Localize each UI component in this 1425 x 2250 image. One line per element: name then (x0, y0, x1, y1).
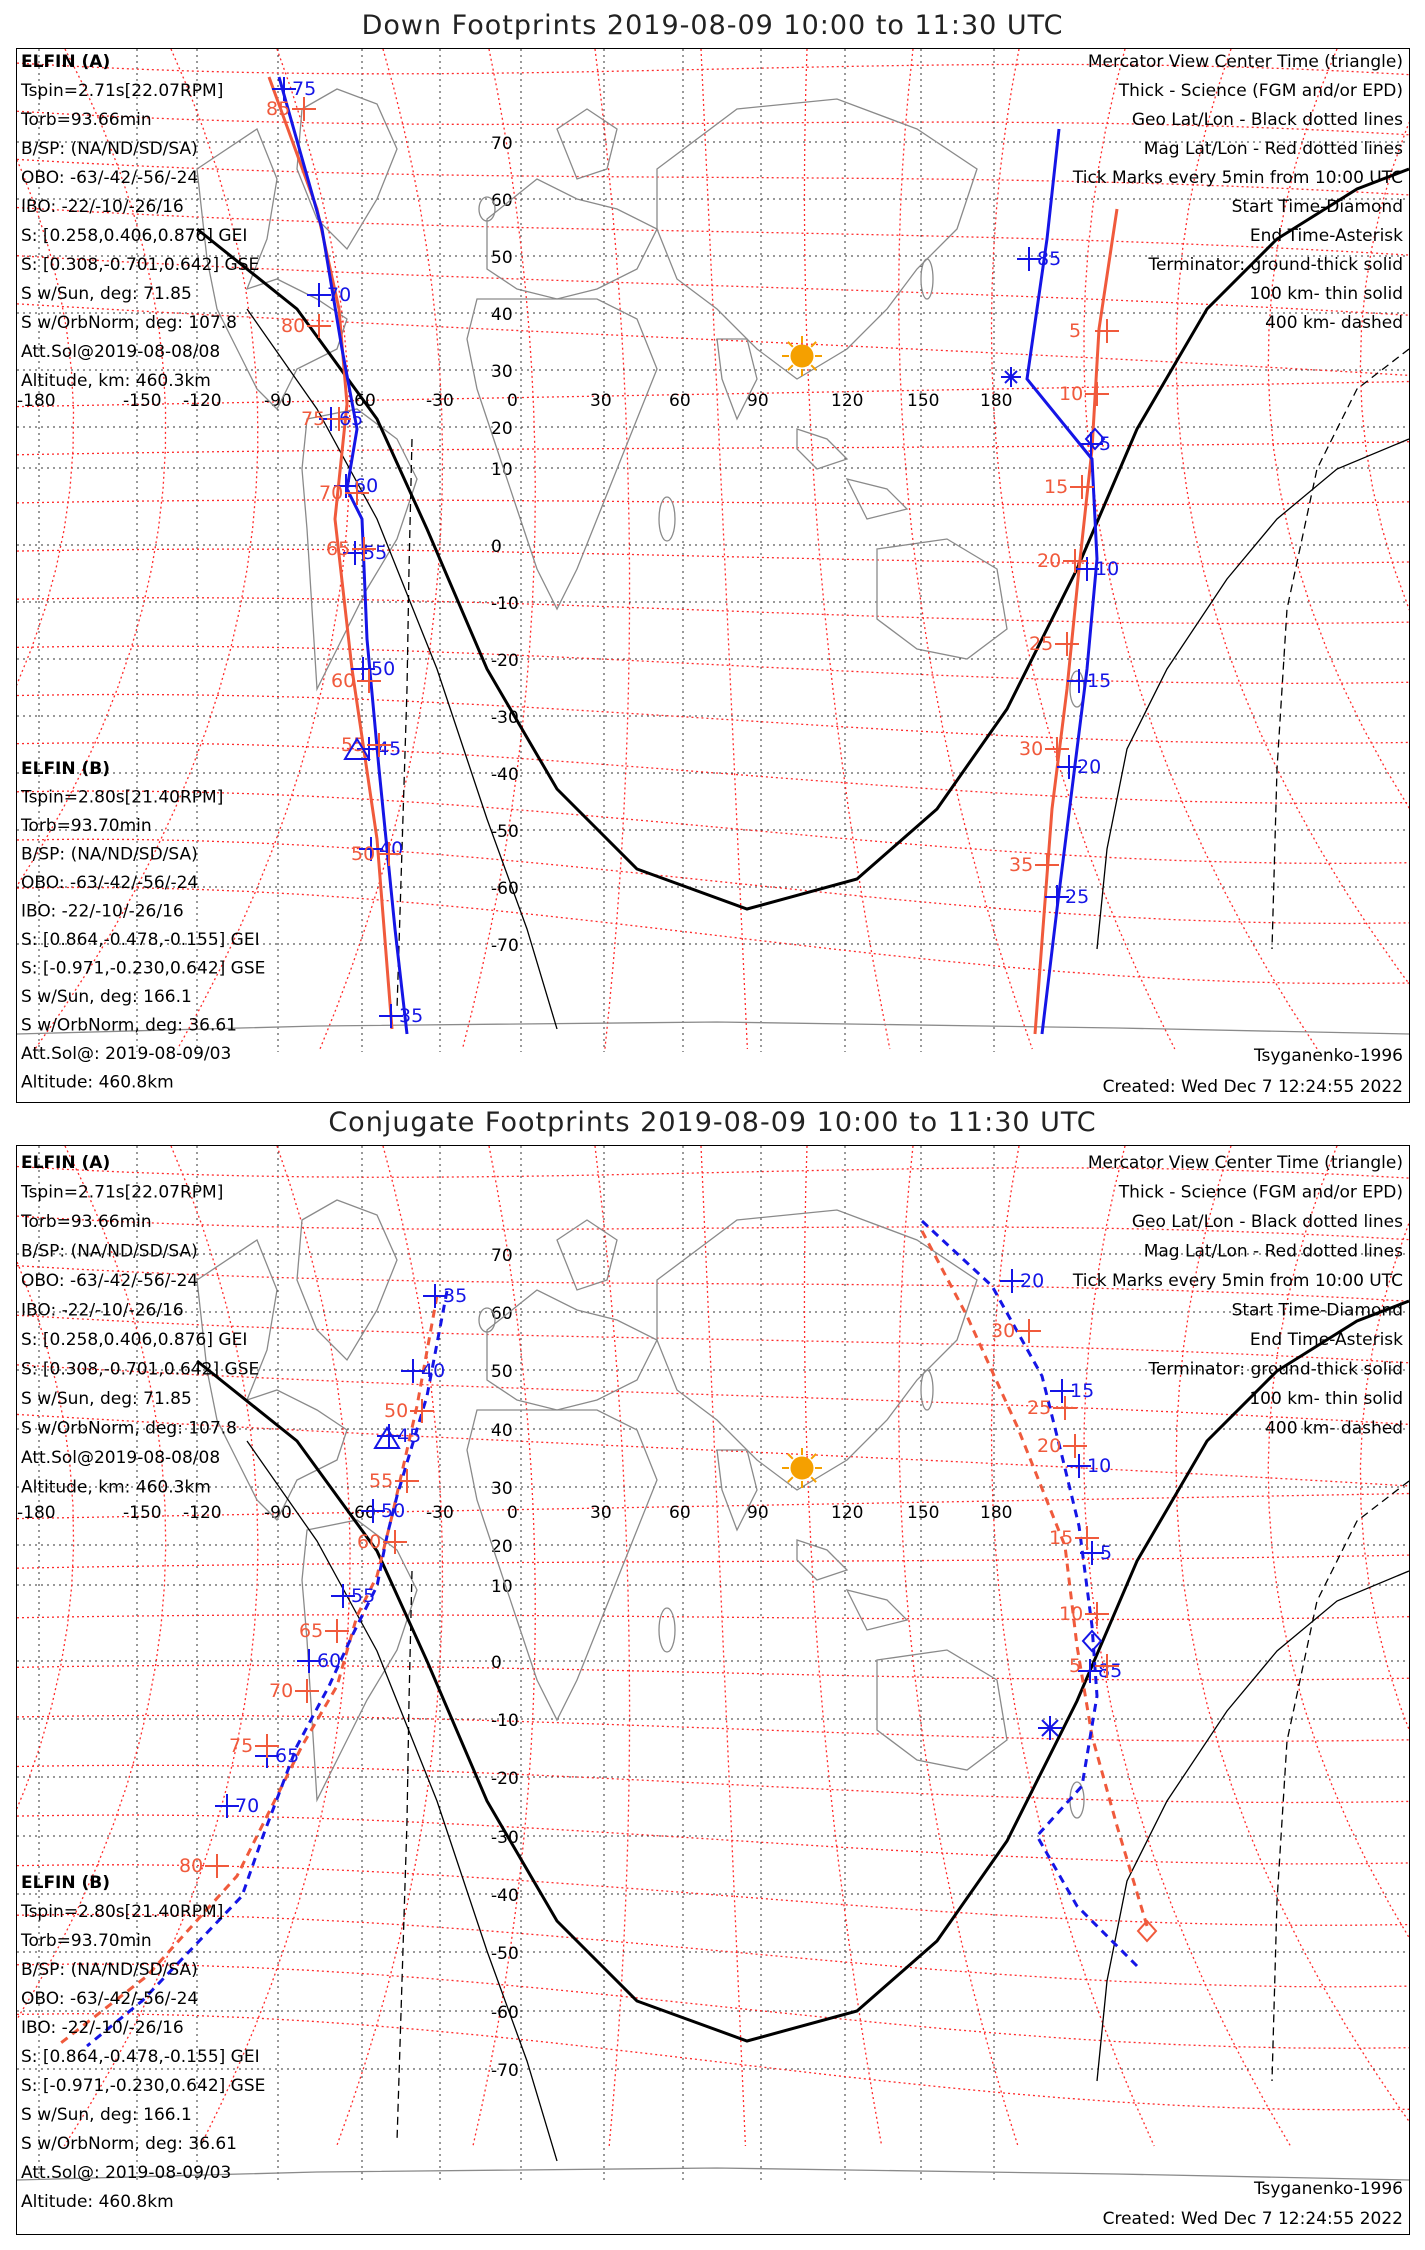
info-b-line: IBO: -22/-10/-26/16 (21, 2018, 184, 2038)
info-a-line: S w/OrbNorm, deg: 107.8 (21, 1418, 238, 1439)
tick-label-a: 5 (1099, 433, 1112, 455)
mag-lat-gridline (17, 382, 1409, 407)
lat-axis-label: 60 (491, 1304, 513, 1324)
tick-label-a: 65 (275, 1745, 300, 1767)
lon-axis-label: -150 (123, 1503, 162, 1523)
lon-axis-label: -90 (264, 391, 292, 411)
lon-axis-label: 90 (747, 391, 769, 411)
lon-axis-label: -60 (348, 1503, 376, 1523)
terminator-100km-east (1097, 439, 1409, 949)
tick-label-b: 35 (1009, 854, 1034, 876)
lat-axis-label: 10 (491, 460, 513, 480)
sun-ray (788, 342, 793, 347)
info-a-line: Tspin=2.71s[22.07RPM] (21, 81, 224, 101)
mag-lat-gridline (17, 1615, 1409, 1620)
lon-axis-label: -150 (123, 391, 162, 411)
lat-axis-label: -10 (491, 594, 519, 614)
lat-axis-label: -60 (491, 879, 519, 899)
mag-lat-gridline (17, 839, 1409, 923)
tick-label-b: 70 (269, 1680, 294, 1702)
mag-lon-gridline (701, 1146, 745, 2146)
legend-line: Terminator: ground-thick solid (1148, 1359, 1403, 1380)
lat-axis-label: -40 (491, 765, 519, 785)
tick-label-b: 50 (351, 843, 376, 865)
coastline (557, 1220, 617, 1290)
tick-label-b: 65 (326, 538, 351, 560)
elfin-b-track-east (922, 1231, 1147, 1926)
info-b-line: B/SP: (NA/ND/SD/SA) (21, 1960, 198, 1980)
info-a-line: S w/OrbNorm, deg: 107.8 (21, 313, 238, 333)
info-a-line: S: [0.258,0.406,0.876] GEI (21, 226, 248, 246)
mag-lon-gridline (701, 49, 747, 1049)
panel-title-down: Down Footprints 2019-08-09 10:00 to 11:30 UTC (361, 10, 1064, 41)
tick-label-b: 60 (357, 1531, 382, 1553)
info-b-line: ELFIN (B) (21, 759, 111, 779)
info-a-line: S: [0.308,-0.701,0.642] GSE (21, 255, 260, 275)
lon-axis-label: 180 (980, 391, 1013, 411)
info-b-line: S: [-0.971,-0.230,0.642] GSE (21, 2076, 266, 2096)
legend-line: Geo Lat/Lon - Black dotted lines (1131, 1212, 1403, 1232)
info-b-line: Tspin=2.80s[21.40RPM] (21, 787, 224, 808)
info-b-line: Torb=93.70min (21, 1931, 152, 1951)
tick-label-a: 50 (381, 1500, 406, 1522)
tick-label-b: 55 (369, 1470, 394, 1492)
lat-axis-label: 10 (491, 1577, 513, 1597)
lon-axis-label: 60 (669, 1503, 691, 1523)
lon-axis-label: 150 (907, 1503, 940, 1523)
info-b-line: Torb=93.70min (21, 816, 152, 836)
mag-lat-gridline (17, 1494, 1409, 1519)
lat-axis-label: 20 (491, 419, 513, 439)
info-b-line: Att.Sol@: 2019-08-09/03 (21, 2163, 232, 2183)
legend-line: Tick Marks every 5min from 10:00 UTC (1072, 1271, 1403, 1291)
info-b-line: Tspin=2.80s[21.40RPM] (21, 1902, 224, 1922)
mag-lon-gridline (1268, 1146, 1409, 2146)
info-a-line: Att.Sol@2019-08-08/08 (21, 1448, 221, 1468)
info-a-line: IBO: -22/-10/-26/16 (21, 197, 184, 217)
terminator-400km (397, 439, 412, 1009)
tick-label-b: 10 (1059, 383, 1084, 405)
panel-title-conjugate: Conjugate Footprints 2019-08-09 10:00 to 11:30 UTC (328, 1107, 1097, 1138)
tick-label-b: 55 (341, 734, 366, 756)
info-a-line: IBO: -22/-10/-26/16 (21, 1300, 184, 1321)
lat-axis-label: 0 (491, 537, 502, 557)
mag-lat-gridline (17, 1815, 1409, 1864)
lon-axis-label: 180 (980, 1503, 1013, 1523)
tick-label-b: 15 (1044, 476, 1069, 498)
tick-label-a: 20 (1020, 1270, 1045, 1292)
coastline-island (659, 1608, 675, 1652)
tick-label-b: 75 (301, 408, 326, 430)
info-a-line: Torb=93.66min (21, 110, 152, 130)
sun-marker (791, 345, 813, 367)
mag-lon-gridline (899, 1146, 1018, 2146)
lon-axis-label: 90 (747, 1503, 769, 1523)
info-b-line: S: [-0.971,-0.230,0.642] GSE (21, 958, 266, 979)
info-a-line: ELFIN (A) (21, 1153, 111, 1173)
tick-label-a: 75 (292, 78, 317, 100)
lon-axis-label: 120 (831, 1503, 864, 1523)
tick-label-b: 65 (299, 1620, 324, 1642)
lon-axis-label: 0 (507, 391, 518, 411)
tick-label-a: 25 (1065, 886, 1090, 908)
tick-label-b: 70 (319, 482, 344, 504)
info-b-line: Altitude: 460.8km (21, 2192, 174, 2212)
lat-axis-label: -20 (491, 651, 519, 671)
tick-label-a: 45 (397, 1425, 422, 1447)
coastline (467, 299, 657, 609)
legend-line: Tick Marks every 5min from 10:00 UTC (1072, 168, 1403, 188)
map-panel-conjugate (16, 1145, 1410, 2235)
tick-label-a: 35 (399, 1005, 424, 1027)
sun-ray (788, 365, 793, 370)
tick-label-b: 25 (1027, 1397, 1052, 1419)
coastline-island (659, 497, 675, 541)
tick-label-b: 80 (281, 315, 306, 337)
lon-axis-label: -30 (426, 391, 454, 411)
legend-line: Mag Lat/Lon - Red dotted lines (1143, 139, 1403, 159)
legend-line: Mercator View Center Time (triangle) (1087, 1153, 1403, 1173)
mag-lon-gridline (1360, 1146, 1409, 2146)
tick-label-a: 45 (377, 738, 402, 760)
legend-line: Start Time-Diamond (1231, 1300, 1403, 1321)
tick-label-a: 50 (371, 658, 396, 680)
lat-axis-label: 40 (491, 1421, 513, 1441)
lat-axis-label: -50 (491, 1944, 519, 1964)
legend-line: End Time-Asterisk (1249, 226, 1403, 246)
terminator-ground (197, 1301, 1409, 2041)
tick-label-a: 5 (1100, 1542, 1113, 1564)
coastline (847, 479, 907, 519)
lon-axis-label: 60 (669, 391, 691, 411)
lat-axis-label: 60 (491, 191, 513, 211)
lon-axis-label: -180 (17, 391, 56, 411)
mag-lat-gridline (17, 500, 1409, 505)
sun-ray (788, 1454, 793, 1459)
tick-label-a: 60 (317, 1650, 342, 1672)
tick-label-b: 20 (1037, 550, 1062, 572)
info-a-line: Altitude, km: 460.3km (21, 371, 211, 391)
terminator-400km (397, 1571, 412, 2141)
coastline (297, 89, 397, 249)
coastline (467, 1410, 657, 1720)
tick-label-a: 70 (327, 284, 352, 306)
coastline (877, 1650, 1007, 1770)
terminator-100km-east (1097, 1571, 1409, 2081)
lat-axis-label: -70 (491, 2061, 519, 2081)
mag-lat-gridline (17, 442, 1409, 455)
tick-label-b: 20 (1037, 1435, 1062, 1457)
lon-axis-label: -120 (183, 1503, 222, 1523)
end-asterisk (1001, 367, 1021, 387)
sun-ray (788, 1477, 793, 1482)
lat-axis-label: -10 (491, 1711, 519, 1731)
info-a-line: Att.Sol@2019-08-08/08 (21, 342, 221, 362)
info-b-line: OBO: -63/-42/-56/-24 (21, 873, 199, 893)
tick-label-a: 85 (1037, 248, 1062, 270)
tick-label-a: 55 (351, 1585, 376, 1607)
terminator-400km-east (1272, 349, 1409, 949)
lon-axis-label: 150 (907, 391, 940, 411)
mag-lat-gridline (17, 694, 1409, 743)
mag-lat-gridline (17, 1665, 1409, 1680)
info-b-line: OBO: -63/-42/-56/-24 (21, 1989, 199, 2009)
coastline (847, 1590, 907, 1630)
info-b-line: S w/OrbNorm, deg: 36.61 (21, 2134, 238, 2154)
tick-label-b: 60 (331, 670, 356, 692)
info-a-line: S w/Sun, deg: 71.85 (21, 284, 192, 304)
lon-axis-label: 30 (590, 1503, 612, 1523)
coastline (797, 429, 847, 469)
tick-label-a: 20 (1077, 756, 1102, 778)
info-a-line: B/SP: (NA/ND/SD/SA) (21, 139, 198, 159)
tick-label-a: 55 (363, 542, 388, 564)
tick-label-a: 70 (235, 1795, 260, 1817)
tick-label-b: 5 (1069, 320, 1082, 342)
legend-line: 400 km- dashed (1265, 313, 1403, 333)
map-panel-down (16, 48, 1410, 1103)
tick-label-a: 35 (443, 1285, 468, 1307)
coastline (657, 1210, 977, 1490)
lat-axis-label: -30 (491, 1828, 519, 1848)
mag-lon-gridline (1176, 1146, 1409, 2146)
terminator-ground (197, 169, 1409, 909)
tick-label-b: 75 (229, 1735, 254, 1757)
mag-lon-gridline (200, 1146, 350, 2146)
lon-axis-label: -90 (264, 1503, 292, 1523)
tick-label-a: 15 (1087, 670, 1112, 692)
tick-label-b: 50 (384, 1400, 409, 1422)
lon-axis-label: -30 (426, 1503, 454, 1523)
tick-label-a: 40 (379, 838, 404, 860)
tick-label-a: 15 (1070, 1380, 1095, 1402)
mag-lon-gridline (992, 1146, 1155, 2146)
tick-label-b: 5 (1069, 1655, 1082, 1677)
legend-line: Mag Lat/Lon - Red dotted lines (1143, 1241, 1403, 1262)
mag-lat-gridline (17, 1765, 1409, 1802)
tick-label-b: 80 (179, 1855, 204, 1877)
lat-axis-label: 70 (491, 134, 513, 154)
lon-axis-label: 0 (507, 1503, 518, 1523)
tick-label-a: 65 (339, 408, 364, 430)
legend-line: Geo Lat/Lon - Black dotted lines (1131, 110, 1403, 130)
mag-lat-gridline (17, 1865, 1409, 1925)
tick-label-b: 30 (991, 1320, 1016, 1342)
lat-axis-label: 30 (491, 1479, 513, 1499)
info-a-line: OBO: -63/-42/-56/-24 (21, 168, 199, 188)
created-label: Created: Wed Dec 7 12:24:55 2022 (1102, 1077, 1403, 1097)
lat-axis-label: 70 (491, 1246, 513, 1266)
legend-line: Start Time-Diamond (1231, 197, 1403, 217)
footprint-map-conjugate (17, 1146, 1409, 2234)
mag-lat-gridline (17, 1555, 1409, 1568)
info-b-line: IBO: -22/-10/-26/16 (21, 901, 184, 922)
tick-label-b: 10 (1059, 1603, 1084, 1625)
tick-label-a: 85 (1098, 1660, 1123, 1682)
tick-label-b: 85 (266, 98, 291, 120)
legend-line: Terminator: ground-thick solid (1148, 255, 1403, 275)
lon-axis-label: -120 (183, 391, 222, 411)
footprint-map-down (17, 49, 1409, 1102)
mag-lon-gridline (1084, 1146, 1291, 2146)
lat-axis-label: -70 (491, 936, 519, 956)
sun-marker (791, 1457, 813, 1479)
mag-lat-gridline (17, 1964, 1409, 2048)
lon-axis-label: 30 (590, 391, 612, 411)
tick-label-b: 30 (1019, 738, 1044, 760)
model-label: Tsyganenko-1996 (1253, 1046, 1403, 1066)
info-a-line: Torb=93.66min (21, 1212, 152, 1232)
info-b-line: S w/OrbNorm, deg: 36.61 (21, 1015, 238, 1036)
coastline-island (921, 1370, 933, 1410)
legend-line: Mercator View Center Time (triangle) (1087, 52, 1403, 72)
terminator-400km-east (1272, 1481, 1409, 2081)
mag-lon-gridline (804, 1146, 881, 2146)
mag-lat-gridline (17, 1914, 1409, 1986)
lat-axis-label: 50 (491, 248, 513, 268)
tick-label-b: 15 (1049, 1527, 1074, 1549)
info-b-line: S: [0.864,-0.478,-0.155] GEI (21, 2047, 260, 2067)
tick-label-a: 10 (1095, 558, 1120, 580)
lat-axis-label: -60 (491, 2003, 519, 2023)
legend-line: Thick - Science (FGM and/or EPD) (1118, 81, 1403, 101)
info-a-line: Altitude, km: 460.3km (21, 1477, 211, 1498)
coastline (797, 1540, 847, 1580)
created-label: Created: Wed Dec 7 12:24:55 2022 (1102, 2209, 1403, 2229)
model-label: Tsyganenko-1996 (1253, 2179, 1403, 2199)
info-a-line: ELFIN (A) (21, 52, 111, 72)
info-a-line: OBO: -63/-42/-56/-24 (21, 1271, 199, 1291)
tick-label-a: 40 (421, 1360, 446, 1382)
info-a-line: S w/Sun, deg: 71.85 (21, 1389, 192, 1409)
legend-line: Thick - Science (FGM and/or EPD) (1118, 1182, 1403, 1203)
legend-line: 100 km- thin solid (1249, 1389, 1403, 1409)
tick-label-a: 60 (354, 475, 379, 497)
lat-axis-label: 0 (491, 1653, 502, 1673)
info-a-line: B/SP: (NA/ND/SD/SA) (21, 1241, 198, 1262)
lat-axis-label: -20 (491, 1769, 519, 1789)
legend-line: 100 km- thin solid (1249, 284, 1403, 304)
lat-axis-label: -30 (491, 708, 519, 728)
info-b-line: S w/Sun, deg: 166.1 (21, 987, 192, 1007)
info-a-line: S: [0.308,-0.701,0.642] GSE (21, 1359, 260, 1380)
center-triangle (375, 1428, 399, 1448)
tick-label-a: 10 (1087, 1455, 1112, 1477)
tick-label-b: 25 (1029, 633, 1054, 655)
lat-axis-label: 50 (491, 1362, 513, 1382)
info-b-line: ELFIN (B) (21, 1873, 111, 1893)
info-a-line: Tspin=2.71s[22.07RPM] (21, 1182, 224, 1203)
info-b-line: B/SP: (NA/ND/SD/SA) (21, 844, 198, 865)
legend-line: 400 km- dashed (1265, 1418, 1403, 1439)
legend-line: End Time-Asterisk (1249, 1330, 1403, 1350)
info-b-line: S w/Sun, deg: 166.1 (21, 2105, 192, 2125)
lon-axis-label: -60 (348, 391, 376, 411)
info-b-line: S: [0.864,-0.478,-0.155] GEI (21, 930, 260, 950)
info-a-line: S: [0.258,0.406,0.876] GEI (21, 1330, 248, 1350)
info-b-line: Altitude: 460.8km (21, 1072, 174, 1093)
lat-axis-label: 30 (491, 362, 513, 382)
lat-axis-label: -40 (491, 1886, 519, 1906)
lon-axis-label: -180 (17, 1503, 56, 1523)
info-b-line: Att.Sol@: 2019-08-09/03 (21, 1044, 232, 1064)
coastline (657, 99, 977, 379)
lon-axis-label: 120 (831, 391, 864, 411)
lat-axis-label: -50 (491, 822, 519, 842)
coastline (877, 539, 1007, 659)
lat-axis-label: 40 (491, 305, 513, 325)
lat-axis-label: 20 (491, 1537, 513, 1557)
